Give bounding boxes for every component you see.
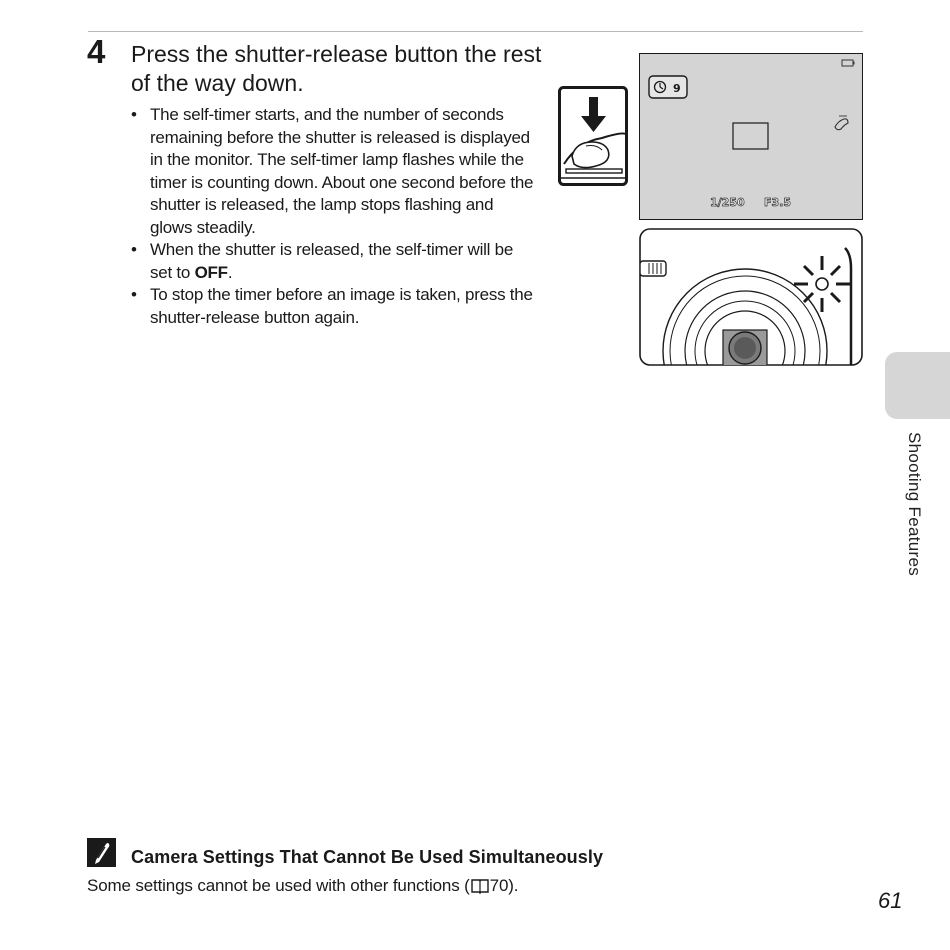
bullet-dot: •	[131, 285, 137, 304]
shutter-speed: 1/250	[710, 196, 745, 209]
list-item	[131, 104, 536, 239]
bullet-text-end: .	[227, 262, 233, 282]
bullet-dot: •	[131, 105, 137, 124]
list-item	[131, 239, 536, 284]
section-label: Shooting Features	[905, 432, 924, 577]
note-text	[87, 874, 518, 898]
manual-book-icon	[471, 878, 489, 894]
section-tab	[885, 352, 950, 419]
step-title: Press the shutter-release button the rest of the way down.	[131, 41, 542, 96]
self-timer-icon	[649, 76, 687, 98]
reference-page[interactable]: 70	[489, 876, 509, 895]
note-title: Camera Settings That Cannot Be Used Simultaneously	[131, 847, 604, 867]
bullet-text: The self-timer starts, and the number of seconds remaining before the shutter is released is displayed in the monitor. The self-timer lamp flashes while the timer is counting down. About one second before the shutter is released, the lamp stops flashing and glows steadily.	[150, 105, 534, 237]
press-finger-illustration	[558, 86, 630, 188]
bullet-text: When the shutter is released, the self-timer will be set to	[150, 240, 514, 282]
instruction-list	[131, 104, 536, 329]
step-number: 4	[87, 33, 106, 70]
camera-front-illustration	[639, 228, 863, 366]
bullet-dot: •	[131, 240, 137, 259]
timer-count: 9	[673, 82, 681, 95]
off-setting-label: OFF	[194, 262, 228, 282]
note-text-end: ).	[508, 876, 519, 895]
page-number: 61	[878, 888, 903, 913]
aperture-value: F3.5	[764, 196, 792, 209]
bullet-text: To stop the timer before an image is taken, press the shutter-release button again.	[150, 285, 533, 327]
note-pencil-icon	[87, 838, 116, 867]
monitor-screen	[639, 53, 863, 225]
list-item	[131, 284, 536, 329]
note-text-start: Some settings cannot be used with other functions (	[87, 876, 470, 895]
top-rule	[88, 31, 863, 32]
